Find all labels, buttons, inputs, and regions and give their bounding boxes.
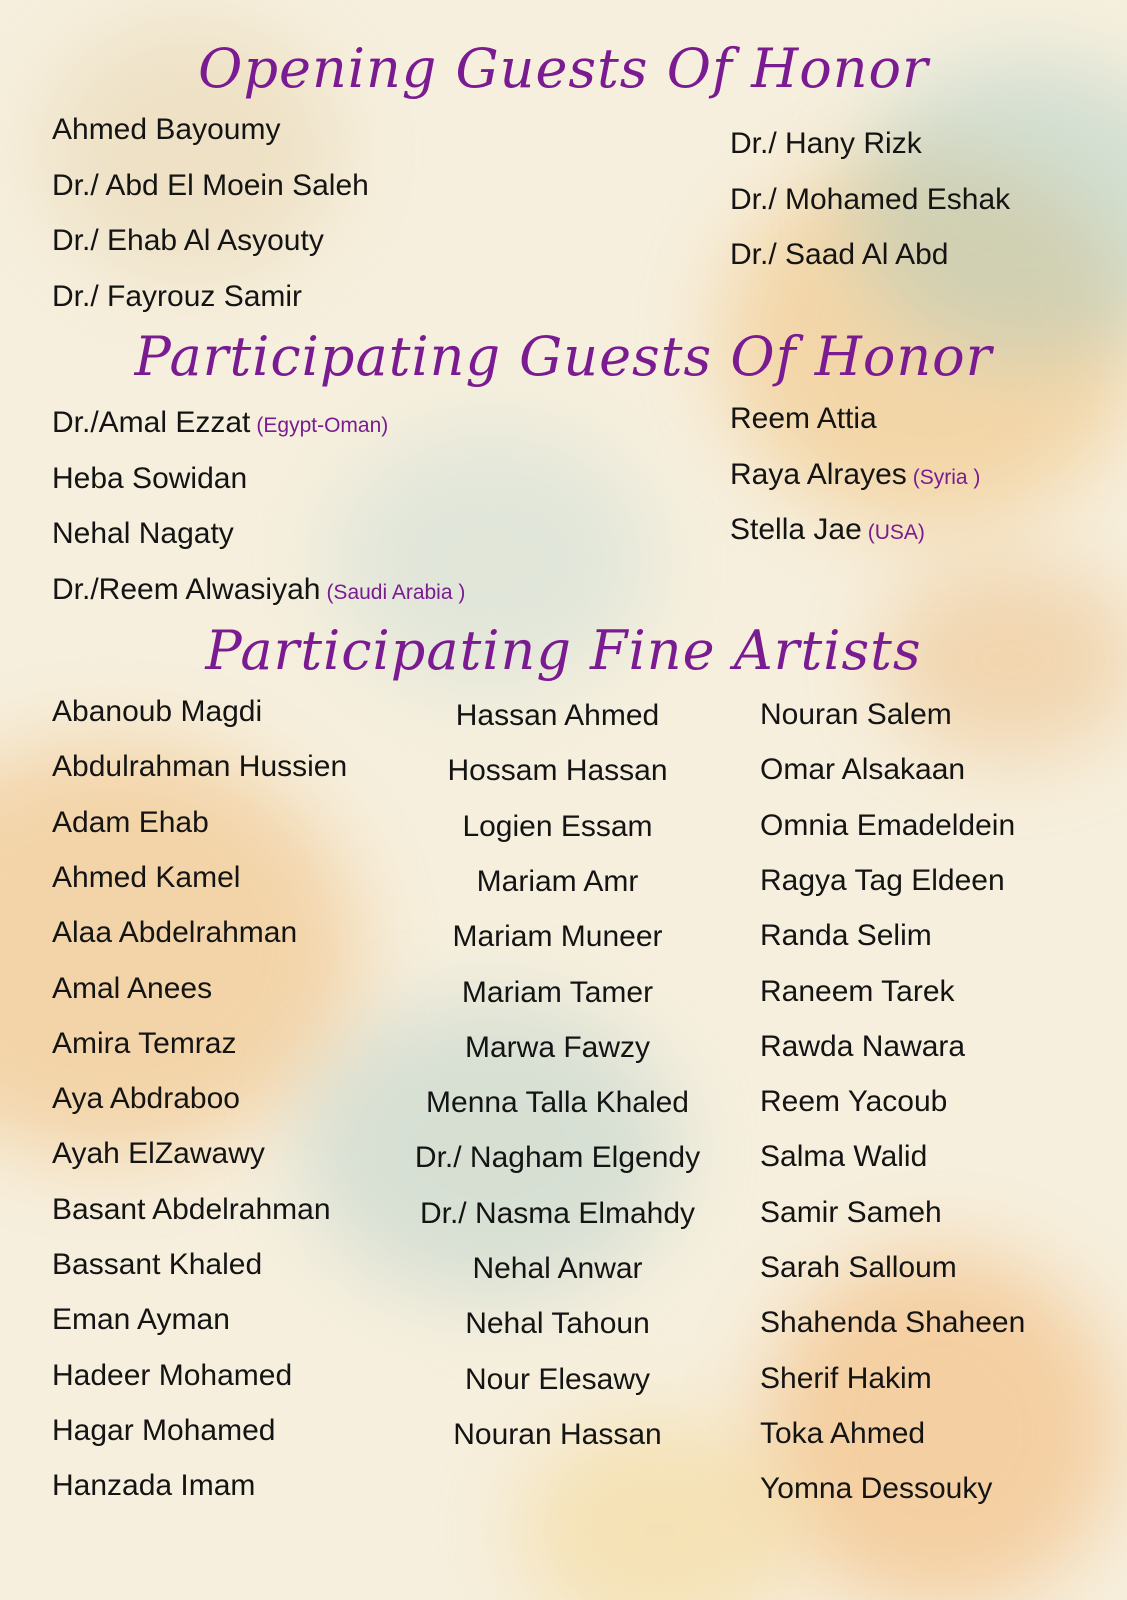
person-name: Menna Talla Khaled xyxy=(426,1086,689,1120)
artist-item xyxy=(760,1195,942,1231)
opening-guest-item xyxy=(52,168,369,204)
participating-guest-item xyxy=(730,401,877,437)
participating-guest-item xyxy=(52,461,247,497)
person-name: Dr./ Saad Al Abd xyxy=(730,238,949,271)
person-name: Amira Temraz xyxy=(52,1026,237,1060)
person-name: Dr./ Hany Rizk xyxy=(730,127,922,160)
participating-guest-item xyxy=(52,405,388,444)
artist-item xyxy=(52,1192,331,1228)
person-name: Sherif Hakim xyxy=(760,1361,932,1395)
person-name: Randa Selim xyxy=(760,919,932,953)
artist-item xyxy=(52,1136,265,1172)
participating-guest-item xyxy=(52,516,234,552)
person-name: Ragya Tag Eldeen xyxy=(760,863,1005,897)
person-name: Heba Sowidan xyxy=(52,461,248,495)
person-name: Hossam Hassan xyxy=(447,754,668,788)
person-name: Hassan Ahmed xyxy=(455,699,660,732)
person-name: Marwa Fawzy xyxy=(464,1030,651,1064)
person-name: Dr./Reem Alwasiyah xyxy=(52,572,321,606)
person-name: Nouran Hassan xyxy=(453,1417,662,1451)
artist-item xyxy=(760,1416,925,1452)
artist-item xyxy=(760,1139,927,1175)
person-name: Mariam Tamer xyxy=(461,975,654,1009)
person-name: Dr./ Fayrouz Samir xyxy=(52,279,303,313)
person-name: Nehal Tahoun xyxy=(465,1307,650,1341)
artist-item xyxy=(52,749,347,785)
person-name: Adam Ehab xyxy=(52,805,209,839)
person-name: Hanzada Imam xyxy=(52,1469,256,1503)
person-name: Amal Anees xyxy=(52,971,213,1005)
artist-item xyxy=(760,974,955,1010)
artist-item xyxy=(390,864,725,900)
person-name: Rawda Nawara xyxy=(760,1029,966,1063)
artist-item xyxy=(390,1417,725,1453)
person-name: Nouran Salem xyxy=(760,698,952,731)
person-name: Stella Jae xyxy=(730,513,862,546)
artist-item xyxy=(390,1362,725,1398)
artist-item xyxy=(52,1358,292,1394)
artist-item xyxy=(52,1026,236,1062)
artist-item xyxy=(52,805,209,841)
person-name: Dr./ Mohamed Eshak xyxy=(730,182,1011,216)
artist-item xyxy=(760,918,932,954)
opening-guest-item xyxy=(730,182,1010,218)
opening-guests-heading: Opening Guests Of Honor xyxy=(198,37,929,100)
artist-item xyxy=(52,1413,275,1449)
artist-item xyxy=(760,1305,1025,1341)
artist-item xyxy=(52,1081,240,1117)
artist-item xyxy=(760,1029,965,1065)
person-name: Abanoub Magdi xyxy=(52,695,263,728)
person-name: Mariam Amr xyxy=(476,864,639,898)
artist-item xyxy=(390,809,725,845)
person-name: Dr./ Nasma Elmahdy xyxy=(419,1196,696,1230)
participating-guest-item xyxy=(730,512,925,551)
artist-item xyxy=(390,1030,725,1066)
artist-item xyxy=(390,1306,725,1342)
person-name: Ayah ElZawawy xyxy=(52,1137,265,1171)
person-name: Bassant Khaled xyxy=(52,1248,263,1281)
artist-item xyxy=(52,1468,255,1504)
artist-item xyxy=(760,808,1015,844)
person-name: Hadeer Mohamed xyxy=(52,1358,293,1392)
artist-item xyxy=(760,1361,932,1397)
person-name: Raneem Tarek xyxy=(760,974,955,1008)
person-name: Toka Ahmed xyxy=(760,1416,926,1450)
artist-item xyxy=(760,863,1005,899)
opening-guest-item xyxy=(52,223,324,259)
person-name: Shahenda Shaheen xyxy=(760,1306,1026,1340)
participating-guest-item xyxy=(52,572,465,611)
person-name: Raya Alrayes xyxy=(730,457,907,491)
artist-item xyxy=(52,915,297,951)
participating-guests-heading: Participating Guests Of Honor xyxy=(134,325,993,388)
person-name: Aya Abdraboo xyxy=(52,1082,240,1116)
participating-guest-item xyxy=(730,457,980,496)
country-label: (USA) xyxy=(867,521,925,544)
artist-item xyxy=(390,698,725,734)
artist-item xyxy=(390,975,725,1011)
person-name: Hagar Mohamed xyxy=(52,1413,276,1447)
person-name: Salma Walid xyxy=(760,1140,928,1174)
artist-item xyxy=(390,919,725,955)
artist-item xyxy=(760,752,965,788)
person-name: Yomna Dessouky xyxy=(760,1472,993,1506)
person-name: Dr./ Ehab Al Asyouty xyxy=(52,224,324,257)
artist-item xyxy=(390,753,725,789)
person-name: Nehal Nagaty xyxy=(52,517,234,550)
person-name: Samir Sameh xyxy=(760,1195,942,1229)
person-name: Alaa Abdelrahman xyxy=(52,916,298,950)
person-name: Dr./ Nagham Elgendy xyxy=(414,1141,701,1175)
country-label: (Syria ) xyxy=(912,465,981,489)
country-label: (Egypt-Oman) xyxy=(256,414,389,437)
person-name: Nour Elesawy xyxy=(464,1362,651,1396)
artist-item xyxy=(52,1247,262,1283)
opening-guest-item xyxy=(730,237,948,273)
artist-item xyxy=(52,694,262,730)
opening-guest-item xyxy=(52,279,302,315)
person-name: Omar Alsakaan xyxy=(760,753,966,787)
artist-item xyxy=(390,1085,725,1121)
person-name: Ahmed Kamel xyxy=(52,860,241,894)
person-name: Reem Attia xyxy=(730,402,877,435)
opening-guest-item xyxy=(52,112,280,148)
artist-item xyxy=(390,1251,725,1287)
person-name: Sarah Salloum xyxy=(760,1251,957,1284)
artist-item xyxy=(760,1471,992,1507)
person-name: Ahmed Bayoumy xyxy=(52,113,281,146)
artist-item xyxy=(760,1084,947,1120)
person-name: Dr./ Abd El Moein Saleh xyxy=(52,168,369,202)
person-name: Nehal Anwar xyxy=(472,1252,643,1285)
artist-item xyxy=(52,971,212,1007)
opening-guest-item xyxy=(730,126,922,162)
person-name: Omnia Emadeldein xyxy=(760,808,1016,842)
fine-artists-heading: Participating Fine Artists xyxy=(205,619,922,682)
country-label: (Saudi Arabia ) xyxy=(326,580,466,604)
artist-item xyxy=(52,860,240,896)
artist-item xyxy=(760,697,952,733)
person-name: Dr./Amal Ezzat xyxy=(52,406,251,439)
person-name: Mariam Muneer xyxy=(452,920,663,954)
artist-item xyxy=(760,1250,957,1286)
artist-item xyxy=(52,1302,230,1338)
person-name: Basant Abdelrahman xyxy=(52,1192,331,1226)
artist-item xyxy=(390,1140,725,1176)
person-name: Abdulrahman Hussien xyxy=(52,750,348,784)
artist-item xyxy=(390,1196,725,1232)
person-name: Logien Essam xyxy=(462,809,653,843)
person-name: Reem Yacoub xyxy=(760,1085,948,1119)
person-name: Eman Ayman xyxy=(52,1303,230,1337)
